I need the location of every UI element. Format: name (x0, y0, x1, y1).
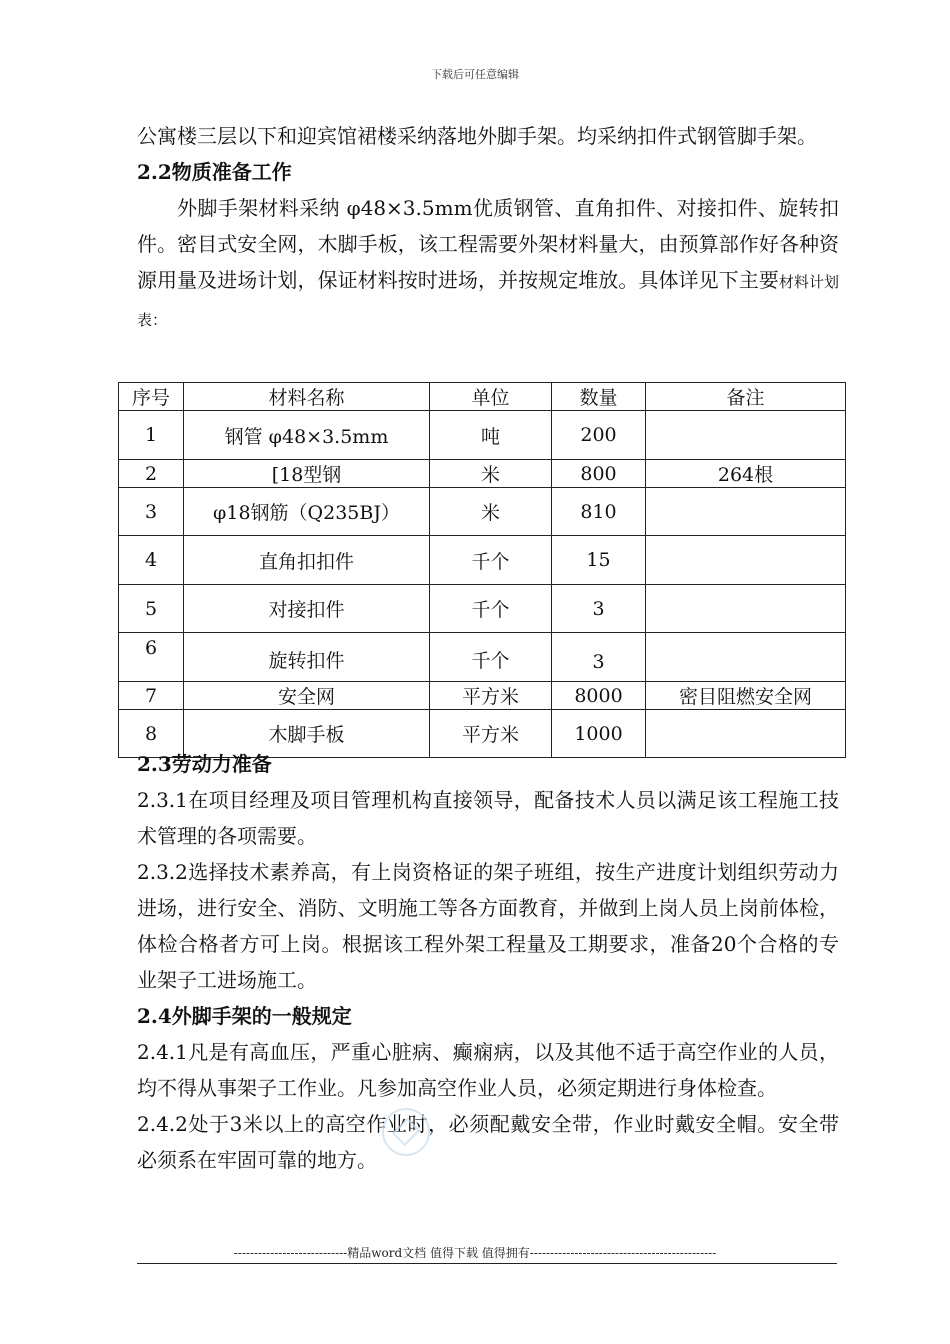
footer-text: ----------------------------精品word文档 值得下载 值得拥有---------------------------------------------- (233, 1246, 717, 1260)
paragraph-2-4-1: 2.4.1凡是有高血压，严重心脏病、癫痫病，以及其他不适于高空作业的人员，均不得从事架子工作业。凡参加高空作业人员，必须定期进行身体检查。 (137, 1040, 839, 1100)
table-cell: 7 (119, 682, 184, 710)
table-row (119, 460, 846, 488)
materials-paragraph (137, 190, 839, 338)
intro-paragraph: 公寓楼三层以下和迎宾馆裙楼采纳落地外脚手架。均采纳扣件式钢管脚手架。 (137, 124, 817, 148)
section-heading-2-4: 2.4外脚手架的一般规定 (137, 1004, 352, 1028)
table-row (119, 411, 846, 460)
table-cell: 264根 (646, 460, 846, 488)
table-cell: 200 (552, 411, 646, 460)
table-header-cell: 单位 (430, 383, 552, 411)
table-cell: 平方米 (430, 682, 552, 710)
table-header-cell: 序号 (119, 383, 184, 411)
table-cell: 吨 (430, 411, 552, 460)
section-heading-2-2: 2.2物质准备工作 (137, 160, 292, 184)
table-header-row (119, 383, 846, 411)
table-cell: [18型钢 (184, 460, 430, 488)
intro-section (137, 118, 839, 338)
table-cell (646, 633, 846, 682)
table-cell: 3 (119, 488, 184, 536)
table-cell: 千个 (430, 633, 552, 682)
table-row (119, 536, 846, 585)
table-cell (646, 488, 846, 536)
table-row (119, 682, 846, 710)
table-cell: φ18钢筋（Q235BJ） (184, 488, 430, 536)
table-cell: 平方米 (430, 710, 552, 758)
paragraph-2-3-2: 2.3.2选择技术素养高，有上岗资格证的架子班组，按生产进度计划组织劳动力进场，进行安全、消防、文明施工等各方面教育，并做到上岗人员上岗前体检，体检合格者方可上岗。根据该工程外架工程量及工期要求，准备20个合格的专业架子工进场施工。 (137, 860, 839, 992)
watermark-logo-icon (382, 1108, 430, 1156)
table-row (119, 633, 846, 682)
table-row (119, 488, 846, 536)
table-cell: 800 (552, 460, 646, 488)
body-sections (137, 746, 839, 1178)
table-cell: 4 (119, 536, 184, 585)
table-cell (646, 585, 846, 633)
table-cell (646, 536, 846, 585)
table-cell (646, 411, 846, 460)
table-cell: 旋转扣件 (184, 633, 430, 682)
footer-divider (137, 1263, 837, 1264)
materials-table (118, 382, 846, 758)
table-cell: 3 (552, 585, 646, 633)
table-cell: 密目阻燃安全网 (646, 682, 846, 710)
table-cell: 6 (119, 633, 184, 682)
paragraph-2-3-1: 2.3.1在项目经理及项目管理机构直接领导，配备技术人员以满足该工程施工技术管理的各项需要。 (137, 788, 839, 848)
table-cell: 对接扣件 (184, 585, 430, 633)
table-cell: 安全网 (184, 682, 430, 710)
table-header-cell: 材料名称 (184, 383, 430, 411)
table-cell: 1000 (552, 710, 646, 758)
table-cell: 2 (119, 460, 184, 488)
table-row (119, 585, 846, 633)
table-cell: 1 (119, 411, 184, 460)
table-cell: 3 (552, 633, 646, 682)
table-cell: 8000 (552, 682, 646, 710)
table-cell: 直角扣扣件 (184, 536, 430, 585)
materials-plan-label: 材料计划表： (137, 273, 839, 329)
paragraph-2-4-2: 2.4.2处于3米以上的高空作业时，必须配戴安全带，作业时戴安全帽。安全带必须系在牢固可靠的地方。 (137, 1112, 839, 1172)
table-cell: 千个 (430, 585, 552, 633)
table-header-cell: 数量 (552, 383, 646, 411)
section-heading-2-3: 2.3劳动力准备 (137, 752, 272, 776)
header-note: 下载后可任意编辑 (431, 68, 519, 81)
table-cell: 810 (552, 488, 646, 536)
materials-paragraph-text: 外脚手架材料采纳 φ48×3.5mm优质钢管、直角扣件、对接扣件、旋转扣件。密目式安全网，木脚手板，该工程需要外架材料量大，由预算部作好各种资源用量及进场计划，保证材料按时进场，并按规定堆放。具体详见下主要 (137, 196, 839, 292)
table-cell: 5 (119, 585, 184, 633)
table-cell: 15 (552, 536, 646, 585)
table-cell: 米 (430, 460, 552, 488)
table-cell: 钢管 φ48×3.5mm (184, 411, 430, 460)
table-cell: 千个 (430, 536, 552, 585)
table-header-cell: 备注 (646, 383, 846, 411)
table-cell: 米 (430, 488, 552, 536)
table-cell: 木脚手板 (184, 710, 430, 758)
table-cell: 8 (119, 710, 184, 758)
